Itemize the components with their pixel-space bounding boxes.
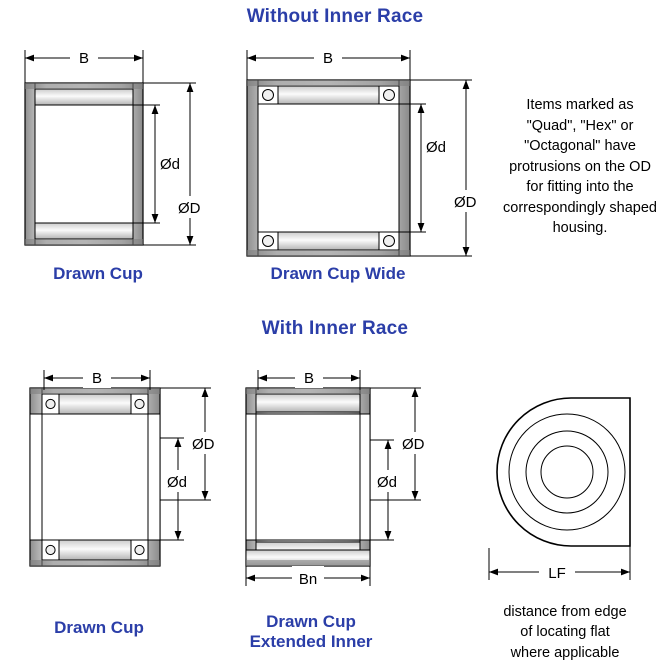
fig5-end-view [489, 398, 630, 582]
caption-extended-line2: Extended Inner [249, 631, 373, 651]
fig4-dim-B [258, 366, 360, 390]
caption-drawn-cup-extended-inner [226, 612, 396, 651]
fig1-label-od-small: Ød [160, 156, 181, 173]
fig1-body [25, 83, 143, 245]
fig4-label-od-small: Ød [377, 474, 398, 491]
fig4-dim-Bn [246, 566, 370, 588]
fig1-label-B: B [78, 50, 90, 67]
caption-drawn-cup-inner-race: Drawn Cup [54, 618, 144, 637]
fig4-body [246, 388, 370, 566]
caption-drawn-cup-wide: Drawn Cup Wide [270, 264, 406, 283]
fig4-label-od-large: ØD [402, 436, 425, 453]
heading-with-inner-race: With Inner Race [261, 318, 409, 339]
note-flat-line3: where applicable [510, 644, 620, 661]
note-quad-hex-octagonal: Items marked as "Quad", "Hex" or "Octagonal" have protrusions on the OD for fitting into the correspondingly shaped housing. [503, 97, 657, 237]
fig2-label-B: B [322, 50, 334, 67]
caption-drawn-cup: Drawn Cup [53, 264, 143, 283]
fig2-label-od-large: ØD [454, 194, 477, 211]
fig3-label-B: B [91, 370, 103, 387]
fig2-dim-od-large [410, 80, 490, 256]
heading-without-inner-race: Without Inner Race [246, 6, 424, 27]
fig4-dim-od-small [370, 440, 411, 540]
fig2-label-od-small: Ød [426, 139, 447, 156]
fig4-label-Bn: Bn [298, 571, 318, 588]
fig2-dim-B [247, 46, 410, 80]
fig1-label-od-large: ØD [178, 200, 201, 217]
fig5-label-LF: LF [548, 565, 566, 582]
note-flat-line1: distance from edge [503, 604, 627, 620]
fig3-body [30, 388, 160, 566]
fig3-dim-B [44, 366, 150, 390]
caption-extended-line1: Drawn Cup [266, 612, 356, 631]
fig4-label-B: B [303, 370, 315, 387]
note-flat-line2: of locating flat [520, 624, 610, 641]
note-locating-flat [480, 602, 650, 663]
fig2-body [247, 80, 410, 256]
fig1-dim-B [25, 46, 143, 83]
fig3-label-od-small: Ød [167, 474, 188, 491]
fig3-label-od-large: ØD [192, 436, 215, 453]
